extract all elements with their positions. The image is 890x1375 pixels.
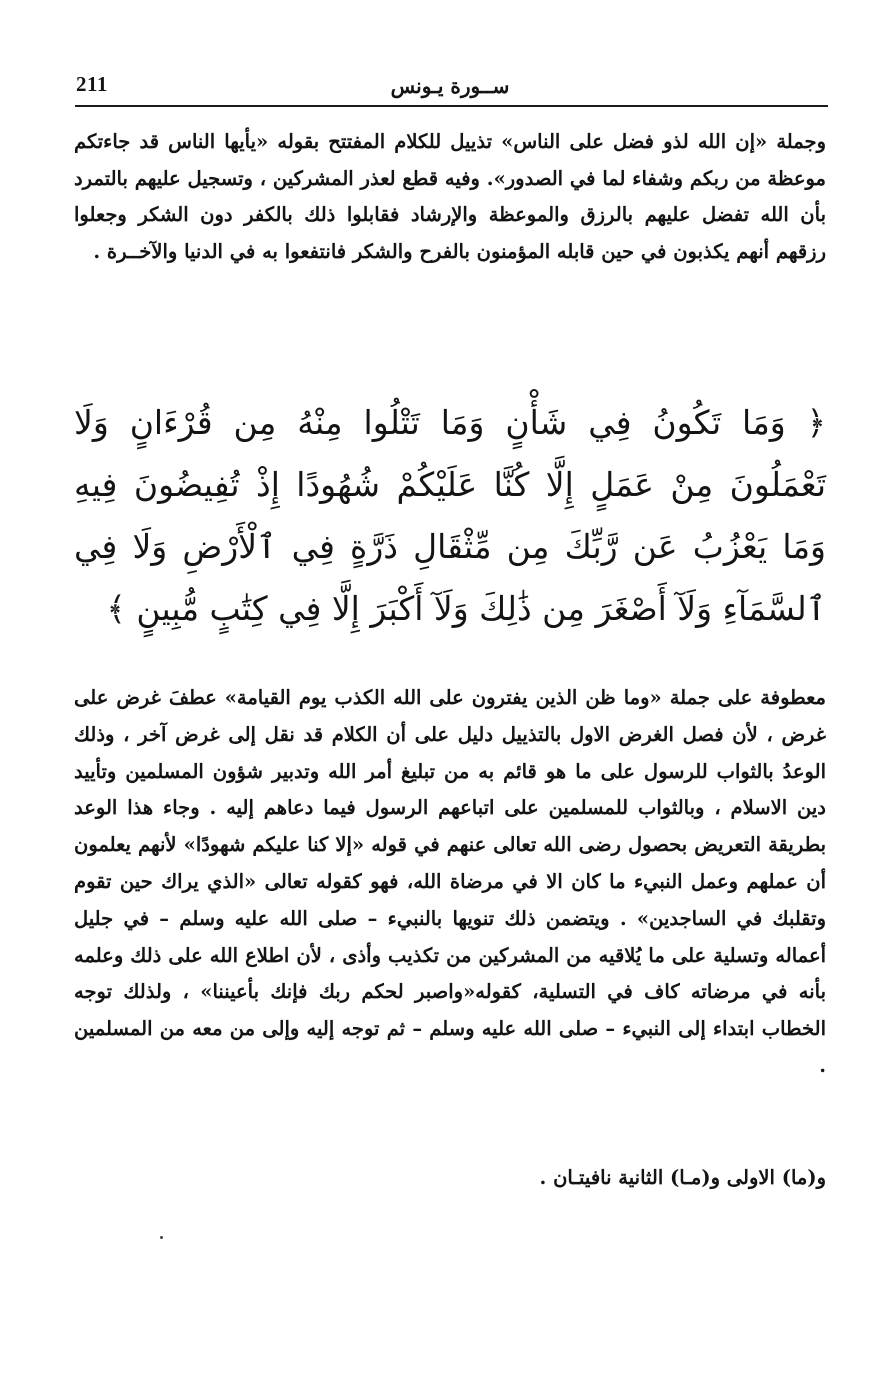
intro-paragraph: وجملة «إن الله لذو فضل على الناس» تذييل للكلام المفتتح بقوله «يأيها الناس قد جاءتكم موعظة من ربكم وشفاء لما في الصدور». وفيه قطع لعذر المشركين ، وتسجيل عليهم بالتمرد بأن الله تفضل عليهم بالرزق والموعظة والإرشاد فقابلوا ذلك بالكفر دون الشكر وجعلوا رزقهم أنهم يكذبون في حين قابله المؤمنون بالفرح والشكر فانتفعوا به في الدنيا والآخــرة . — [74, 130, 826, 263]
running-head-surah-title: ســورة يـونس — [390, 74, 510, 98]
commentary-paragraph: معطوفة على جملة «وما ظن الذين يفترون على الله الكذب يوم القيامة» عطفَ غرض على غرض ، لأن فصل الغرض الاول بالتذييل دليل على أن الكلام قد نقل إلى غرض آخر ، وذلك الوعدُ بالثواب للرسول على ما هو قائم به من تبليغ أمر الله وتدبير شؤون المسلمين وتأييد دين الاسلام ، وبالثواب للمسلمين على اتباعهم الرسول فيما دعاهم إليه . وجاء هذا الوعد بطريقة التعريض بحصول رضى الله تعالى عنهم في قوله «إلا كنا عليكم شهودًا» لأنهم يعلمون أن عملهم وعمل النبيء ما كان الا في مرضاة الله، فهو كقوله تعالى «الذي يراك حين تقوم وتقلبك في الساجدين» . ويتضمن ذلك تنويها بالنبيء – صلى الله عليه وسلم – في جليل أعماله وتسلية على ما يُلاقيه من المشركين من تكذيب وأذى ، لأن اطلاع الله على ذلك وعلمه بأنه في مرضاته كاف في التسلية، كقوله«واصبر لحكم ربك فإنك بأعيننا» ، ولذلك توجه الخطاب ابتداء إلى النبيء – صلى الله عليه وسلم – ثم توجه إليه وإلى من معه من المسلمين . — [74, 686, 826, 1077]
header-rule — [75, 105, 828, 107]
quran-verse: ﴿ وَمَا تَكُونُ فِي شَأْنٍ وَمَا تَتْلُوا مِنْهُ مِن قُرْءَانٍ وَلَا تَعْمَلُونَ مِنْ عَمَلٍ إِلَّا كُنَّا عَلَيْكُمْ شُهُودًا إِذْ تُفِيضُونَ فِيهِ وَمَا يَعْزُبُ عَن رَّبِّكَ مِن مِّثْقَالِ ذَرَّةٍ فِي ٱلْأَرْضِ وَلَا فِي ٱلسَّمَآءِ وَلَآ أَصْغَرَ مِن ذَٰلِكَ وَلَآ أَكْبَرَ إِلَّا فِي كِتَٰبٍ مُّبِينٍ ﴾ — [74, 403, 826, 628]
page-number: 211 — [76, 72, 108, 96]
scan-speck — [160, 1236, 163, 1239]
grammar-note: و(ما) الاولى و(مـا) الثانية نافيتـان . — [539, 1166, 826, 1189]
